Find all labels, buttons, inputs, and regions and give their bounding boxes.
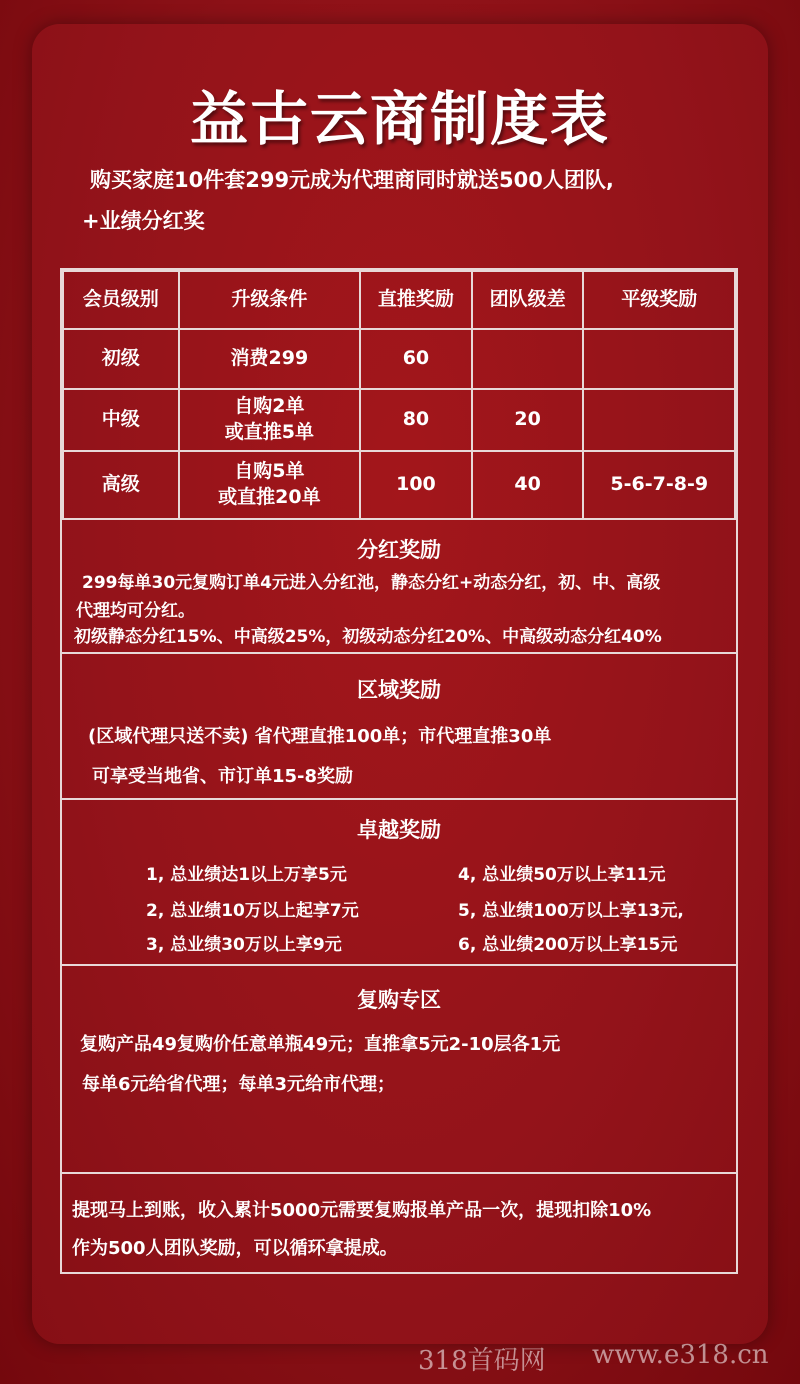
excellence-item-3: 3, 总业绩30万以上享9元 [146,935,342,955]
divider [62,964,736,966]
divider [62,1172,736,1174]
membership-table [62,270,736,520]
condition-line-1: 自购5单 [234,460,305,483]
excellence-item-2: 2, 总业绩10万以上起享7元 [146,901,359,921]
table-row [63,329,735,389]
condition-line-1: 消费299 [230,347,309,370]
level-cell: 初级 [63,329,179,389]
subtitle-line-1: 购买家庭10件套299元成为代理商同时就送500人团队, [90,168,614,192]
excellence-title: 卓越奖励 [357,818,441,842]
team-difference-cell [472,329,584,389]
regional-line-1: (区域代理只送不卖) 省代理直推100单；市代理直推30单 [88,726,552,747]
level-cell: 高级 [63,451,179,519]
direct-reward-cell: 80 [360,389,472,451]
page-title: 益古云商制度表 [189,85,610,153]
header-upgrade-condition: 升级条件 [179,271,360,329]
level-cell: 中级 [63,389,179,451]
peer-reward-cell [583,389,735,451]
condition-line-2: 或直推20单 [218,486,321,508]
condition-cell [179,329,360,389]
excellence-item-1: 1, 总业绩达1以上万享5元 [146,865,347,885]
team-difference-cell: 20 [472,389,584,451]
condition-cell [179,451,360,519]
dividend-line-3: 初级静态分红15%、中高级25%，初级动态分红20%、中高级动态分红40% [74,627,662,647]
withdraw-line-2: 作为500人团队奖励，可以循环拿提成。 [72,1238,398,1259]
header-team-difference: 团队级差 [472,271,584,329]
header-peer-reward: 平级奖励 [583,271,735,329]
table-row [63,451,735,519]
direct-reward-cell: 60 [360,329,472,389]
table-header-row [63,271,735,329]
condition-line-2: 或直推5单 [224,421,314,443]
header-member-level: 会员级别 [63,271,179,329]
dividend-line-2: 代理均可分红。 [76,601,195,621]
divider [62,798,736,800]
condition-cell [179,389,360,451]
repurchase-line-1: 复购产品49复购价任意单瓶49元；直推拿5元2-10层各1元 [80,1034,561,1055]
dividend-title: 分红奖励 [357,538,441,562]
subtitle-line-2: +业绩分红奖 [82,209,205,233]
repurchase-title: 复购专区 [357,988,441,1012]
withdraw-line-1: 提现马上到账，收入累计5000元需要复购报单产品一次，提现扣除10% [72,1200,652,1221]
repurchase-line-2: 每单6元给省代理；每单3元给市代理； [82,1074,396,1095]
header-direct-reward: 直推奖励 [360,271,472,329]
peer-reward-cell [583,329,735,389]
direct-reward-cell: 100 [360,451,472,519]
peer-reward-cell: 5-6-7-8-9 [583,451,735,519]
excellence-item-4: 4, 总业绩50万以上享11元 [458,865,666,885]
watermark-right: www.e318.cn [592,1340,769,1370]
regional-line-2: 可享受当地省、市订单15-8奖励 [92,766,354,787]
table-row [63,389,735,451]
excellence-item-5: 5, 总业绩100万以上享13元, [458,901,684,921]
excellence-item-6: 6, 总业绩200万以上享15元 [458,935,678,955]
dividend-line-1: 299每单30元复购订单4元进入分红池，静态分红+动态分红，初、中、高级 [82,573,661,593]
watermark-left: 318首码网 [418,1346,546,1376]
regional-title: 区域奖励 [357,678,441,702]
condition-line-1: 自购2单 [234,395,305,418]
team-difference-cell: 40 [472,451,584,519]
divider [62,652,736,654]
